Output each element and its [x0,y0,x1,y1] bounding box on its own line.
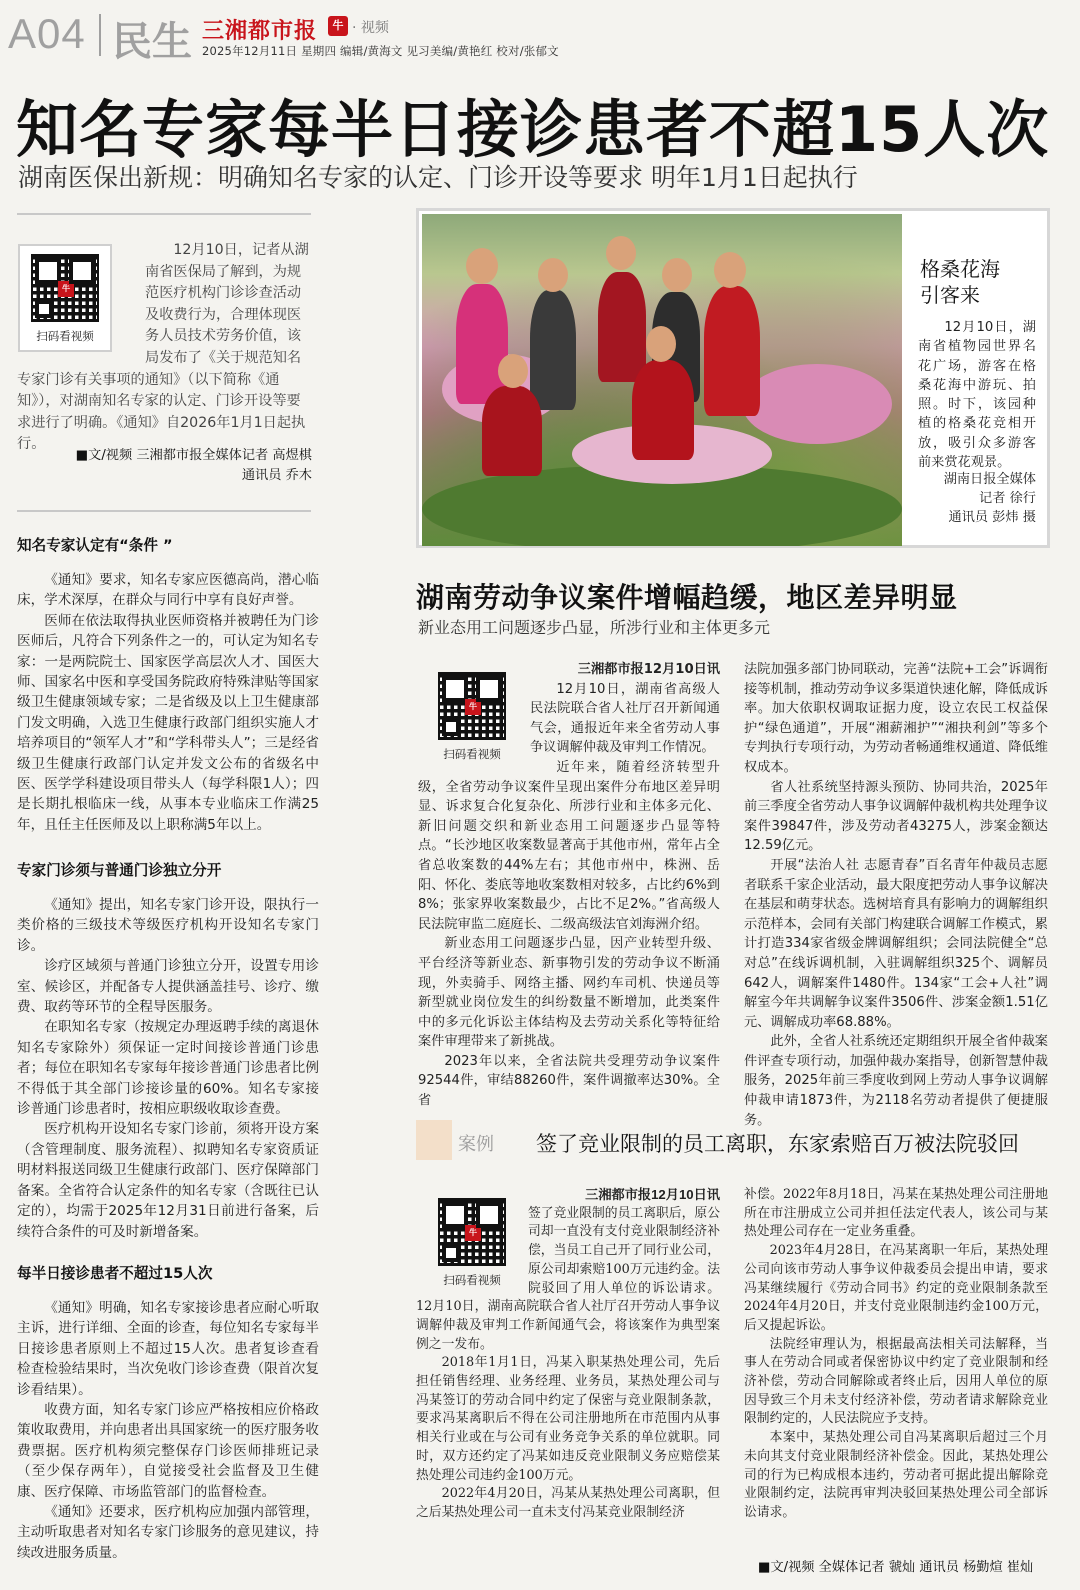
paragraph: 《通知》要求，知名专家应医德高尚，潜心临床，学术深厚，在群众与同行中享有良好声誉。 [17,572,319,609]
section-heading: 每半日接诊患者不超过15人次 [17,1265,213,1282]
main-headline: 知名专家每半日接诊患者不超15人次 [16,93,1050,166]
byline-correspondent: 通讯员 乔木 [241,468,312,483]
paragraph: 诊疗区域须与普通门诊独立分开，设置专用诊室、候诊区，并配备专人提供涵盖挂号、诊疗、缴费、取药等环节的全程导医服务。 [17,958,319,1016]
paragraph: 医师在依法取得执业医师资格并被聘任为门诊医师后，凡符合下列条件之一的，可认定为知名专家：一是两院院士、国家医学高层次人才、国医大师、国家名中医和享受国务院政府特殊津贴等国家级卫生健康领域专家；二是省级及以上卫生健康部门发文明确，入选卫生健康行政部门组织实施人才培养项目的“领军人才”和“学科带头人”；三是经省级卫生健康行政部门认定并发文公布的省级名中医、医学学科建设项目带头人（每学科限1人）；四是长期扎根临床一线，从事本专业临床工作满25年，且任主任医师及以上职称满5年以上。 [17,612,319,833]
paragraph: 12月10日，湖南省高级人民法院联合省人社厅召开新闻通气会，通报近年来全省劳动人事争议调解仲裁及审判工作情况。 [530,681,720,756]
section-heading: 知名专家认定有“条件 ” [17,537,173,554]
dateline: 三湘都市报12月10日讯 [577,662,720,677]
main-subheadline: 湖南医保出新规：明确知名专家的认定、门诊开设等要求 明年1月1日起执行 [18,163,858,192]
qr-code-icon: 牛 [438,672,506,740]
qr-code-icon: 牛 [31,254,99,322]
article-title: 湖南劳动争议案件增幅趋缓，地区差异明显 [416,581,958,614]
case-tag-label: 案例 [458,1134,494,1155]
section-name: 民生 [112,19,192,65]
qr-label: 扫码看视频 [36,329,94,343]
paragraph: 在职知名专家（按规定办理返聘手续的离退休知名专家除外）须保证一定时间接诊普通门诊患者；每位在职知名专家每年接诊普通门诊患者比例不得低于其全部门诊接诊量的60%。知名专家接诊普通门诊患者时，按相应职级收取诊查费。 [17,1019,319,1118]
issue-meta: 2025年12月11日 星期四 编辑/黄海文 见习美编/黄艳红 校对/张郁文 [202,44,559,58]
article-column [744,1186,1048,1523]
paragraph: 新业态用工问题逐步凸显，因产业转型升级、平台经济等新业态、新事物引发的劳动争议不断涌现，外卖骑手、网络主播、网约车司机、快递员等新型就业岗位发生的纠纷数量不断增加，此类案件中的多元化诉讼主体结构及去劳动关系化等特征给案件审理带来了新挑战。 [418,936,720,1050]
byline-reporter: ■文/视频 三湘都市报全媒体记者 高煜棋 [75,448,312,463]
paragraph: 医疗机构开设知名专家门诊前，须将开设方案（含管理制度、服务流程）、拟聘知名专家资质证明材料报送同级卫生健康行政部门、医疗保障部门备案。全省符合认定条件的知名专家（含既往已认定的），均需于2025年12月31日前进行备案，后续符合条件的可及时新增备案。 [17,1121,319,1240]
qr-code-video[interactable] [426,1194,518,1290]
article-subtitle: 新业态用工问题逐步凸显，所涉行业和主体更多元 [418,618,771,637]
paragraph: 近年来，随着经济转型升级，全省劳动争议案件呈现出案件分布地区差异明显、诉求复合化复杂化、所涉行业和主体多元化、新旧问题交织和新业态用工问题逐步凸显等特点。“长沙地区收案数显著高于其他市州，常年占全省总收案数的44%左右；其他市州中，株洲、岳阳、怀化、娄底等地收案数相对较多，占比约6%到8%；张家界收案数最少，占比不足2%。”省高级人民法院审监二庭庭长、二级高级法官刘海洲介绍。 [418,759,720,932]
page-header [0,0,1080,70]
paragraph: 《通知》还要求，医疗机构应加强内部管理，主动听取患者对知名专家门诊服务的意见建议，持续改进服务质量。 [17,1504,319,1561]
photo-title: 格桑花海 引客来 [920,257,1000,307]
paragraph: 《通知》提出，知名专家门诊开设，限执行一类价格的三级技术等级医疗机构开设知名专家门诊。 [17,897,319,954]
qr-code-icon: 牛 [438,1198,506,1266]
dateline: 三湘都市报12月10日讯 [585,1187,720,1202]
paragraph: 签了竞业限制的员工离职后，原公司却一直没有支付竞业限制经济补偿，当员工自己开了同行业公司，原公司却索赔100万元违约金。法院驳回了用人单位的诉讼请求。12月10日，湖南高院联合省人社厅召开劳动人事争议调解仲裁及审判工作新闻通气会，将该案作为典型案例之一发布。 [416,1205,720,1352]
paragraph: 法院加强多部门协同联动，完善“法院+工会”诉调衔接等机制，推动劳动争议多渠道快速化解，降低成诉率。加大依职权调取证据力度，设立农民工权益保护“绿色通道”，开展“湘薪湘护”“湘抉利剑”等多个专判执行专项行动，为劳动者畅通维权通道、降低维权成本。 [744,662,1048,775]
case-tag-block [416,1120,452,1160]
case-credit: ■文/视频 全媒体记者 虢灿 通讯员 杨勤煊 崔灿 [758,1560,1034,1575]
qr-code-video[interactable] [426,668,518,764]
section-body [17,895,319,1242]
article-column [744,660,1048,1130]
page-number: A04 [8,10,86,57]
divider [17,510,311,512]
paragraph: 开展“法治人社 志愿青春”百名青年仲裁员志愿者联系千家企业活动，最大限度把劳动人事争议解决在基层和萌芽状态。选树培育具有影响力的调解组织示范样本，会同有关部门构建联合调解工作模式，累计打造334家省级金牌调解组织；会同法院健全“总对总”在线诉调机制，入驻调解组织325个、调解员642人，调解案件1480件。134家“工会+人社”调解室今年共调解争议案件3506件、涉案金额1.51亿元、调解成功率68.88%。 [744,857,1048,1030]
paragraph: 法院经审理认为，根据最高法相关司法解释，当事人在劳动合同或者保密协议中约定了竞业限制和经济补偿，劳动合同解除或者终止后，因用人单位的原因导致三个月未支付经济补偿，劳动者请求解除竞业限制约定的，人民法院应予支持。 [744,1336,1048,1427]
paragraph: 2022年4月20日，冯某从某热处理公司离职，但之后某热处理公司一直未支付冯某竞业限制经济 [416,1486,720,1520]
article-lead [17,240,313,456]
section-body [17,570,319,835]
case-title: 签了竞业限制的员工离职，东家索赔百万被法院驳回 [536,1132,1019,1156]
paragraph: 2023年以来，全省法院共受理劳动争议案件92544件，审结88260件，案件调撤率达30%。全省 [418,1053,720,1109]
paragraph: 《通知》明确，知名专家接诊患者应耐心听取主诉，进行详细、全面的诊查，每位知名专家每半日接诊患者原则上不超过15人次。患者复诊查看检查检验结果时，当次免收门诊诊查费（限首次复诊看结果）。 [17,1300,319,1398]
paragraph: 2018年1月1日，冯某入职某热处理公司，先后担任销售经理、业务经理、业务员，某热处理公司与冯某签订的劳动合同中约定了保密与竞业限制条款，要求冯某离职后不得在公司注册地所在市范围内从事相关行业或在与公司有业务竞争关系的单位就职。同时，双方还约定了冯某如违反竞业限制义务应赔偿某热处理公司违约金100万元。 [416,1355,720,1483]
section-heading: 专家门诊须与普通门诊独立分开 [17,862,222,879]
video-logo-icon: 牛 [328,16,348,36]
header-divider [99,14,101,56]
newspaper-name: 三湘都市报 [202,19,318,44]
paragraph: 此外，全省人社系统还定期组织开展全省仲裁案件评查专项行动，加强仲裁办案指导，创新智慧仲裁服务，2025年前三季度收到网上劳动人事争议调解仲裁申请1873件，为2118名劳动者提供了便捷服务。 [744,1034,1048,1128]
paragraph: 省人社系统坚持源头预防、协同共治，2025年前三季度全省劳动人事争议调解仲裁机构共处理争议案件39847件，涉及劳动者43275人，涉案金额达12.59亿元。 [744,779,1048,854]
flower-field-photo [422,214,902,546]
section-body [17,1298,319,1563]
lead-text: 12月10日，记者从湖南省医保局了解到，为规范医疗机构门诊诊查活动及收费行为，合理体现医务人员技术劳务价值，该局发布了《关于规范知名专家门诊有关事项的通知》（以下简称《通知》），对湖南知名专家的认定、门诊开设等要求进行了明确。《通知》自2026年1月1日起执行。 [17,242,309,453]
byline [60,446,312,486]
qr-label: 扫码看视频 [443,747,501,761]
photo-credit: 湖南日报全媒体 记者 徐行 通讯员 彭炜 摄 [943,472,1036,525]
paragraph: 2023年4月28日，在冯某离职一年后，某热处理公司向该市劳动人事争议仲裁委员会提出申请，要求冯某继续履行《劳动合同书》约定的竞业限制条款至2024年4月20日，并支付竞业限制违约金100万元，后又提起诉讼。 [744,1243,1048,1333]
paragraph: 补偿。2022年8月18日，冯某在某热处理公司注册地所在市注册成立公司并担任法定代表人，该公司与某热处理公司存在一定业务重叠。 [744,1187,1048,1240]
divider [17,213,311,215]
qr-label: 扫码看视频 [443,1273,501,1287]
photo-caption: 12月10日，湖南省植物园世界名花广场，游客在格桑花海中游玩、拍照。时下，该园种植的格桑花竞相开放，吸引众多游客前来赏花观景。 [918,320,1036,471]
paragraph: 收费方面，知名专家门诊应严格按相应价格政策收取费用，并向患者出具国家统一的医疗服务收费票据。医疗机构须完整保存门诊医师排班记录（至少保存两年），自觉接受社会监督及卫生健康、医疗保障、市场监管部门的监督检查。 [17,1402,319,1500]
paragraph: 本案中，某热处理公司自冯某离职后超过三个月未向其支付竞业限制经济补偿金。因此，某热处理公司的行为已构成根本违约，劳动者可据此提出解除竞业限制约定，法院再审判决驳回某热处理公司全部诉讼请求。 [744,1430,1048,1520]
video-logo-label: · 视频 [352,20,389,36]
